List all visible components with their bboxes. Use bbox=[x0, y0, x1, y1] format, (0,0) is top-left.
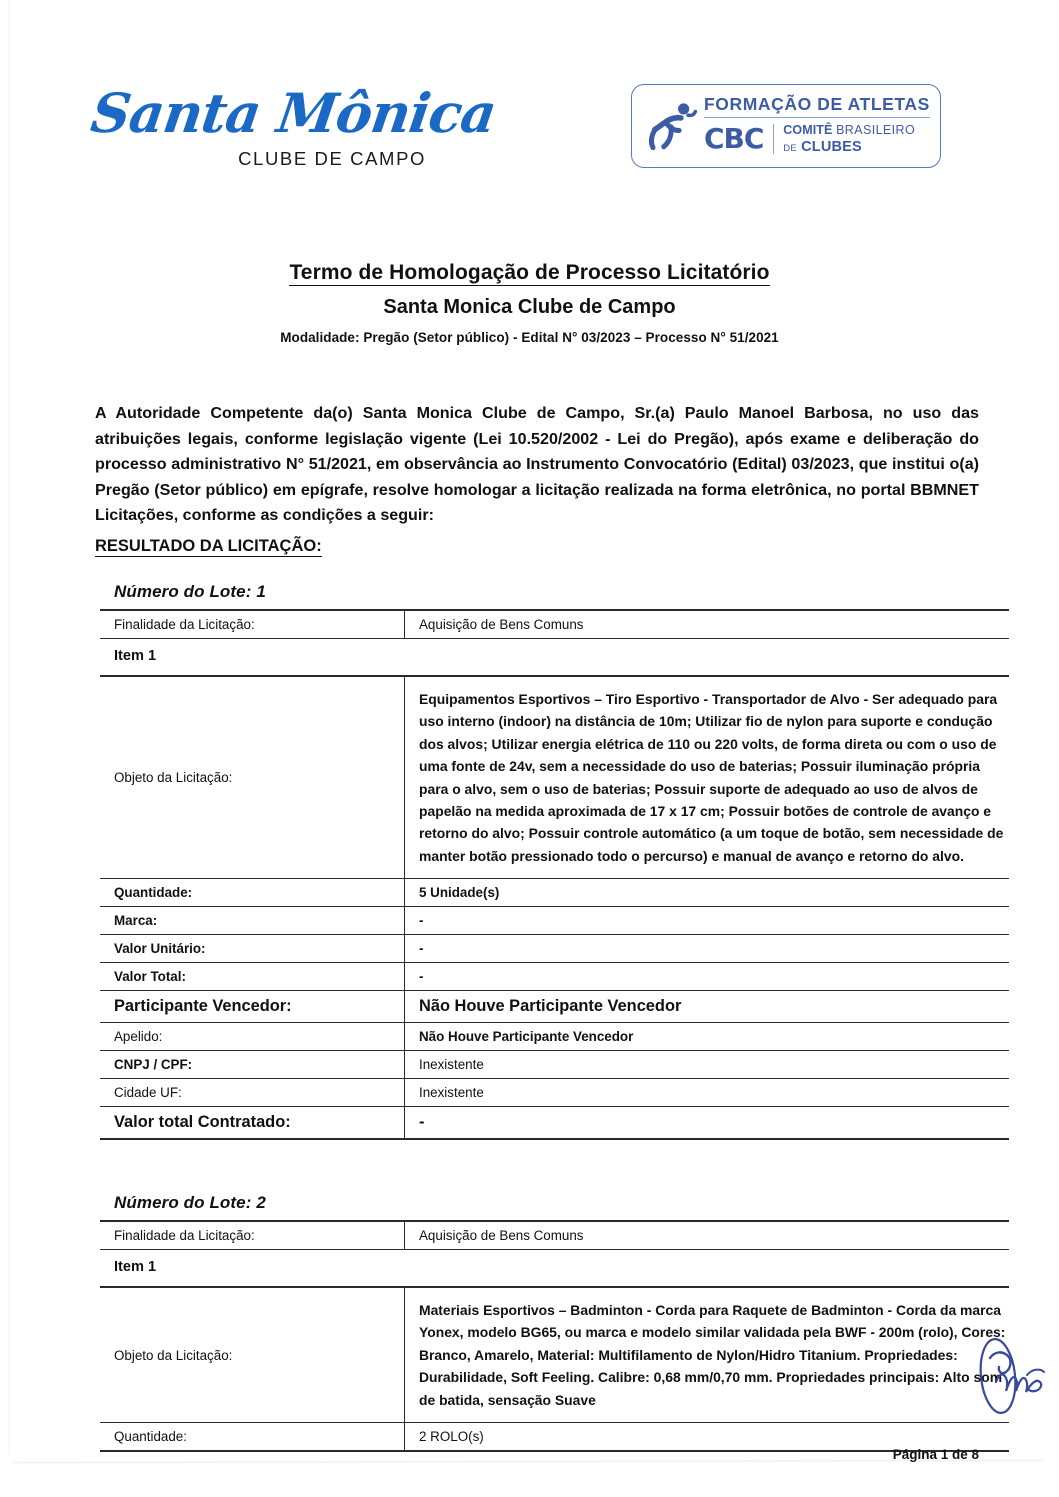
row-key: Finalidade da Licitação: bbox=[100, 610, 405, 639]
table-row-object bbox=[100, 676, 1009, 879]
table-row bbox=[100, 1423, 1009, 1452]
row-value: Não Houve Participante Vencedor bbox=[405, 991, 1010, 1023]
row-value: 2 ROLO(s) bbox=[405, 1423, 1010, 1452]
row-key: Participante Vencedor: bbox=[100, 991, 405, 1023]
table-row bbox=[100, 907, 1009, 935]
cbc-logo-text bbox=[704, 93, 930, 156]
cbc-formacao-atletas-label: FORMAÇÃO DE ATLETAS bbox=[704, 96, 930, 119]
row-key: Valor Total: bbox=[100, 963, 405, 991]
row-key: Valor Unitário: bbox=[100, 935, 405, 963]
row-key: Marca: bbox=[100, 907, 405, 935]
santa-monica-logo bbox=[87, 81, 500, 186]
table-row bbox=[100, 1051, 1009, 1079]
item-header-row bbox=[100, 639, 1009, 677]
results-section-heading bbox=[95, 537, 322, 556]
cbc-comite-brasileiro-clubes bbox=[783, 122, 930, 156]
row-key: Cidade UF: bbox=[100, 1079, 405, 1107]
row-key: Quantidade: bbox=[100, 879, 405, 907]
row-value: Aquisição de Bens Comuns bbox=[405, 610, 1010, 639]
row-value: 5 Unidade(s) bbox=[405, 879, 1010, 907]
cbc-logo bbox=[631, 84, 941, 168]
item-label: Item 1 bbox=[100, 1250, 1009, 1288]
lot-block-2 bbox=[100, 1193, 1006, 1452]
object-label: Objeto da Licitação: bbox=[100, 676, 405, 879]
page-title bbox=[0, 261, 1059, 285]
object-label: Objeto da Licitação: bbox=[100, 1287, 405, 1423]
page-subtitle: Santa Monica Clube de Campo bbox=[383, 296, 676, 318]
document-header bbox=[0, 0, 1059, 210]
cbc-divider bbox=[773, 124, 774, 154]
row-key: Valor total Contratado: bbox=[100, 1107, 405, 1140]
cbc-clubes-word: CLUBES bbox=[801, 139, 862, 156]
table-row bbox=[100, 610, 1009, 639]
scan-edge-artifact bbox=[8, 0, 11, 1455]
table-row bbox=[100, 879, 1009, 907]
table-row-object bbox=[100, 1287, 1009, 1423]
row-value: - bbox=[405, 1107, 1010, 1140]
lot-table bbox=[100, 1220, 1009, 1452]
row-value: Inexistente bbox=[405, 1079, 1010, 1107]
lot-title: Número do Lote: 1 bbox=[114, 582, 266, 601]
page-title-text: Termo de Homologação de Processo Licitatório bbox=[289, 261, 770, 284]
object-text: Equipamentos Esportivos – Tiro Esportivo - Transportador de Alvo - Ser adequado para uso interno (indoor) na distância de 10m; Utilizar fio de nylon para suporte e condução dos alvos; Utilizar energia elétrica de 110 ou 220 volts, de forma direta ou com o uso de uma fonte de 24v, sem a necessidade do uso de baterias; Possuir iluminação própria para o alvo, sem o uso de baterias; Possuir suporte de adequado ao uso de alvos de papelão na medida aproximada de 17 x 17 cm; Possuir botões de controle de avanço e retorno do alvo; Possuir controle automático (a um toque de botão, sem necessidade de manter botão pressionado todo o percurso) e manual de avanço e retorno do alvo. bbox=[405, 676, 1010, 879]
row-key: Quantidade: bbox=[100, 1423, 405, 1452]
table-row bbox=[100, 935, 1009, 963]
results-section-heading-text: RESULTADO DA LICITAÇÃO: bbox=[95, 537, 322, 555]
row-value: - bbox=[405, 963, 1010, 991]
scan-edge-artifact-bottom bbox=[12, 1459, 1044, 1464]
table-row bbox=[100, 1079, 1009, 1107]
table-row-winner bbox=[100, 991, 1009, 1023]
table-row bbox=[100, 963, 1009, 991]
row-key: CNPJ / CPF: bbox=[100, 1051, 405, 1079]
santa-monica-script-text: Santa Mônica bbox=[87, 81, 500, 145]
cbc-de-word: DE bbox=[783, 143, 797, 155]
item-label: Item 1 bbox=[100, 639, 1009, 677]
cbc-logo-bottom-row bbox=[704, 118, 930, 156]
modality-line: Modalidade: Pregão (Setor público) - Edital N° 03/2023 – Processo N° 51/2021 bbox=[280, 330, 779, 345]
object-text: Materiais Esportivos – Badminton - Corda para Raquete de Badminton - Corda da marca Yonex, modelo BG65, ou marca e modelo similar validada pela BWF - 200m (rolo), Cores: Branco, Amarelo, Material: Multifilamento de Nylon/Hidro Titanium. Propriedades: Durabilidade, Soft Feeling. Calibre: 0,68 mm/0,70 mm. Propriedades principais: Alto som de batida, sensação Suave bbox=[405, 1287, 1010, 1423]
row-value: Aquisição de Bens Comuns bbox=[405, 1221, 1010, 1250]
row-value: - bbox=[405, 935, 1010, 963]
cbc-brasileiro-word: BRASILEIRO bbox=[836, 123, 916, 138]
row-key: Finalidade da Licitação: bbox=[100, 1221, 405, 1250]
lot-table bbox=[100, 609, 1009, 1140]
row-value: Não Houve Participante Vencedor bbox=[405, 1023, 1010, 1051]
table-row-total bbox=[100, 1107, 1009, 1140]
body-paragraph: A Autoridade Competente da(o) Santa Monica Clube de Campo, Sr.(a) Paulo Manoel Barbosa, no uso das atribuições legais, conforme legislação vigente (Lei 10.520/2002 - Lei do Pregão), após exame e deliberação do processo administrativo N° 51/2021, em observância ao Instrumento Convocatório (Edital) 03/2023, que institui o(a) Pregão (Setor público) em epígrafe, resolve homologar a licitação realizada na forma eletrônica, no portal BBMNET Licitações, conforme as condições a seguir: bbox=[95, 404, 979, 525]
running-athlete-icon bbox=[644, 99, 698, 153]
cbc-comite-word: COMITÊ bbox=[783, 123, 833, 138]
item-header-row bbox=[100, 1250, 1009, 1288]
cbc-comite-line1 bbox=[783, 123, 915, 137]
table-row bbox=[100, 1221, 1009, 1250]
cbc-wordmark: CBC bbox=[704, 122, 764, 156]
row-key: Apelido: bbox=[100, 1023, 405, 1051]
page-number-footer: Página 1 de 8 bbox=[892, 1447, 979, 1462]
lot-block-1 bbox=[100, 582, 1004, 1140]
table-row bbox=[100, 1023, 1009, 1051]
row-value: Inexistente bbox=[405, 1051, 1010, 1079]
cbc-comite-line2 bbox=[783, 139, 862, 155]
lot-title: Número do Lote: 2 bbox=[114, 1193, 266, 1212]
santa-monica-subtitle: CLUBE DE CAMPO bbox=[238, 148, 426, 169]
row-value: - bbox=[405, 907, 1010, 935]
